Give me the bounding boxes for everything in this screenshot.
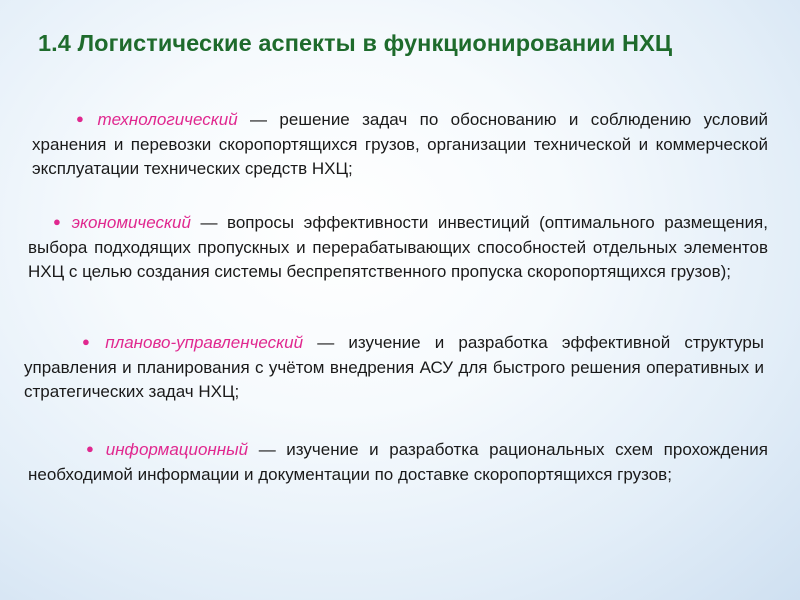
- bullet-icon: ●: [76, 111, 92, 126]
- item-text: — изучение и разработка эффективной структуры управления и планирования с учётом внедрения АСУ для быстрого решения оперативных и стратегических задач НХЦ;: [24, 333, 764, 401]
- item-term: экономический: [71, 213, 191, 232]
- bullet-icon: ●: [82, 334, 100, 349]
- list-item-planning-management: [24, 330, 764, 405]
- list-item-technological: [32, 107, 768, 182]
- item-text: — вопросы эффективности инвестиций (оптимального размещения, выбора подходящих пропускных и перерабатывающих способностей отдельных элементов НХЦ с целью создания системы беспрепятственного пропуска скоропортящихся грузов);: [28, 213, 768, 281]
- bullet-icon: ●: [86, 441, 100, 456]
- list-item-informational: [28, 437, 768, 487]
- list-item-economic: [28, 210, 768, 285]
- item-text: — изучение и разработка рациональных схем прохождения необходимой информации и документации по доставке скоропортящихся грузов;: [28, 440, 768, 484]
- slide-title: 1.4 Логистические аспекты в функционировании НХЦ: [38, 30, 673, 56]
- item-text: — решение задач по обоснованию и соблюдению условий хранения и перевозки скоропортящихся грузов, организации технической и коммерческой эксплуатации технических средств НХЦ;: [32, 110, 768, 178]
- item-term: технологический: [97, 110, 238, 129]
- item-term: планово-управленческий: [105, 333, 304, 352]
- item-term: информационный: [105, 440, 249, 459]
- bullet-icon: ●: [53, 214, 66, 229]
